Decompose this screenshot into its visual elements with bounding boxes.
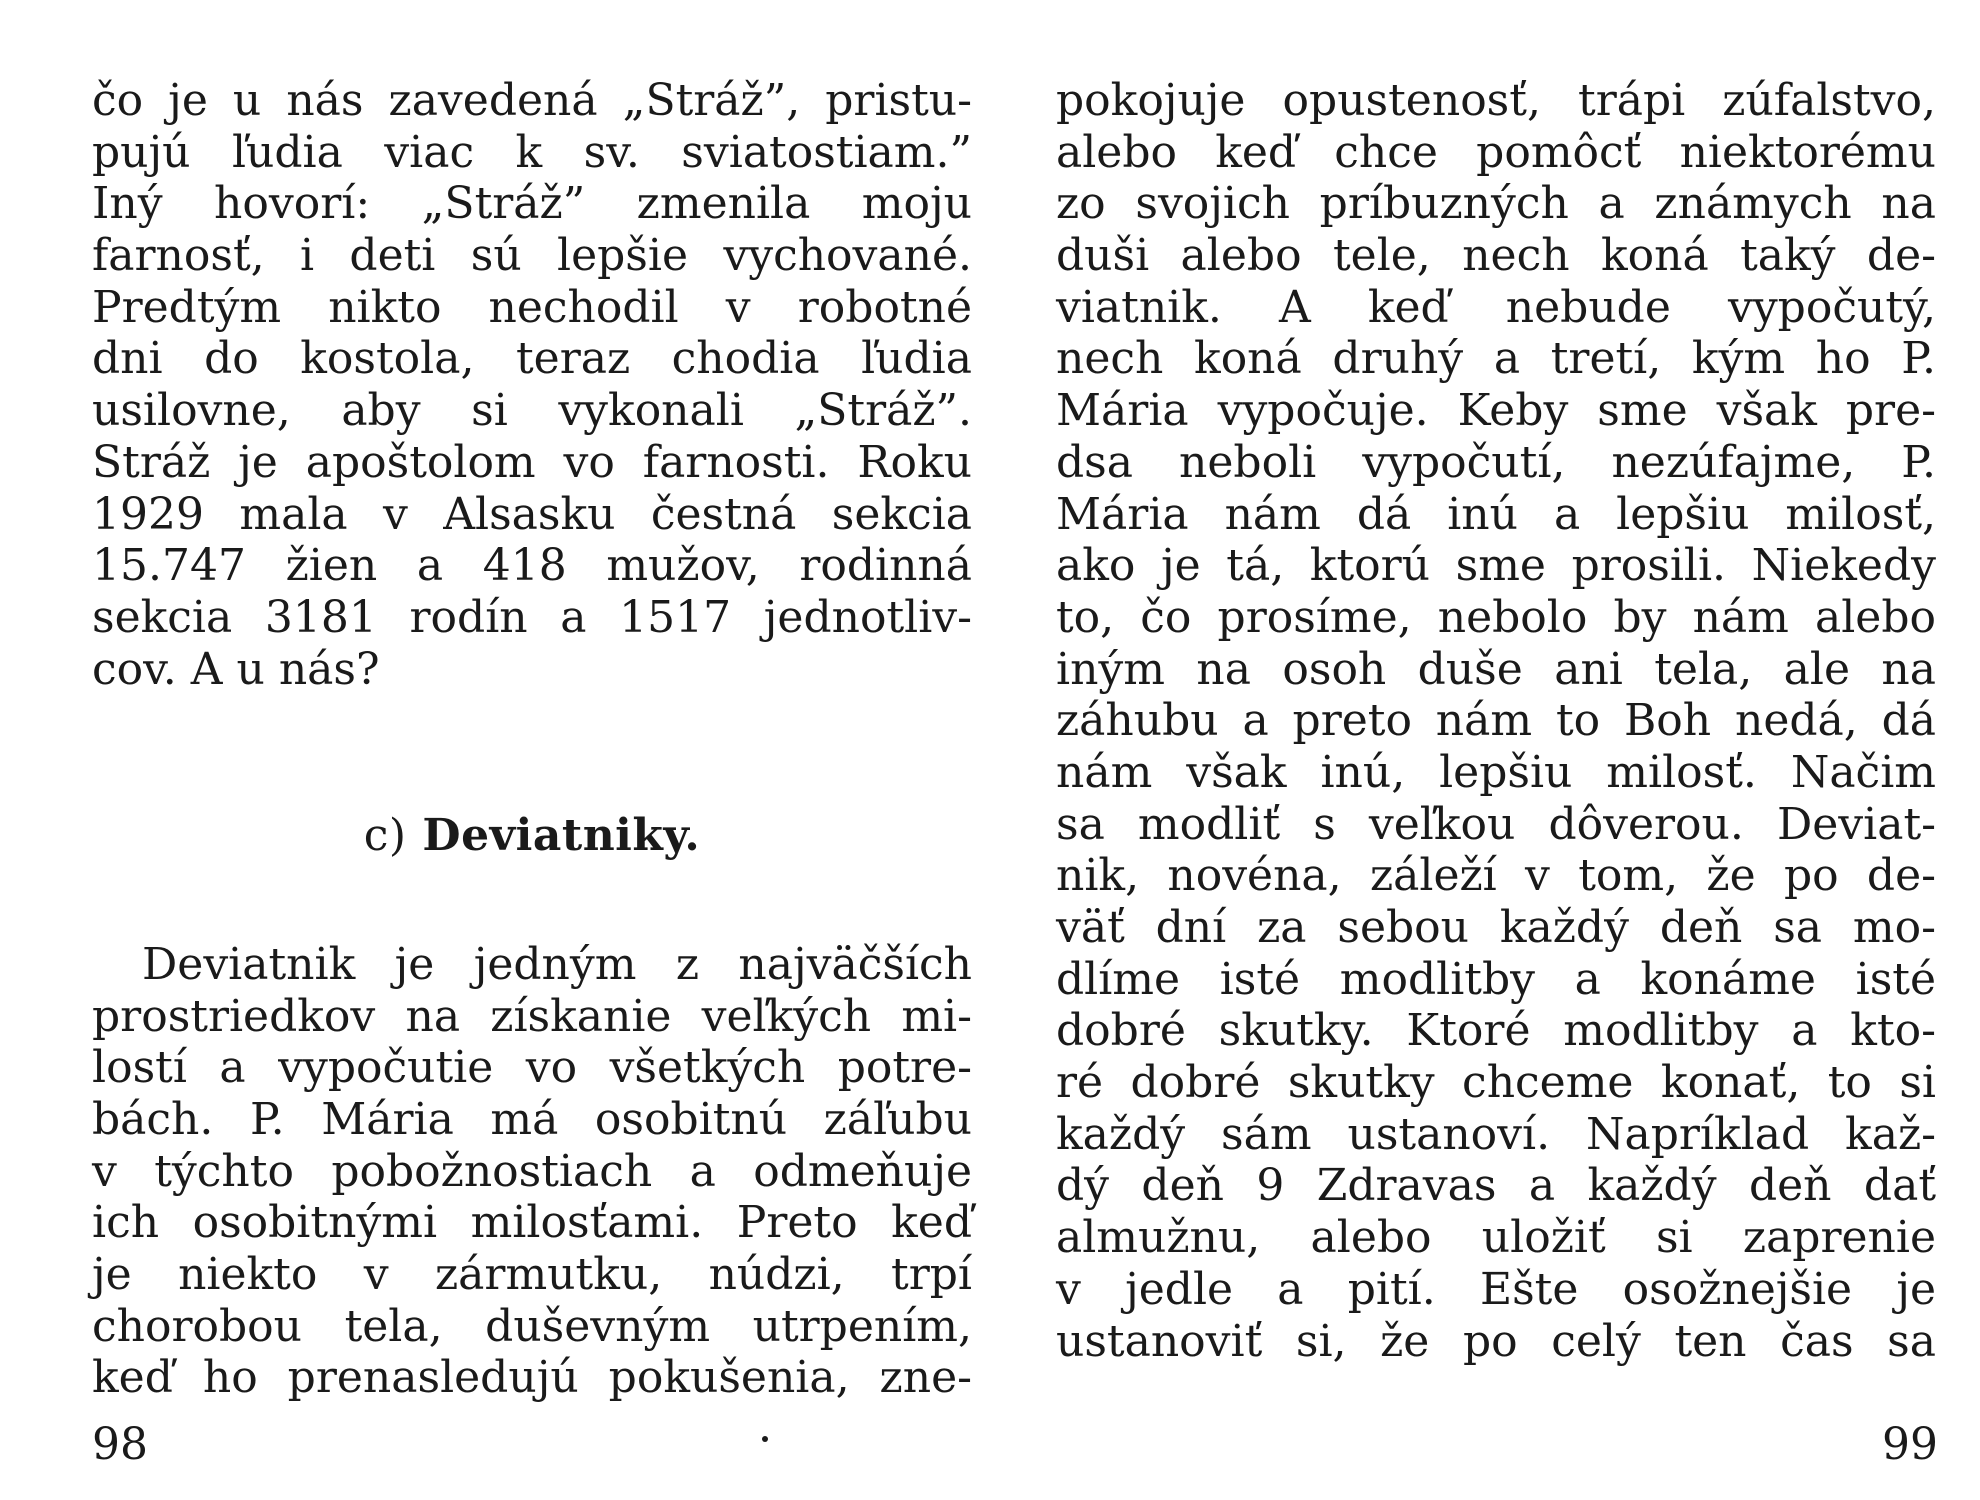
text-line: záhubu a preto nám to Boh nedá, dá bbox=[1056, 695, 1936, 747]
text-line: dsa neboli vypočutí, nezúfajme, P. bbox=[1056, 436, 1936, 488]
text-line: nám však inú, lepšiu milosť. Načim bbox=[1056, 746, 1936, 798]
spacer bbox=[92, 862, 972, 939]
text-line: Mária nám dá inú a lepšiu milosť, bbox=[1056, 488, 1936, 540]
text-line: prostriedkov na získanie veľkých mi- bbox=[92, 990, 972, 1042]
text-line: keď ho prenasledujú pokušenia, zne- bbox=[92, 1352, 972, 1404]
text-line: farnosť, i deti sú lepšie vychované. bbox=[92, 230, 972, 282]
text-line: cov. A u nás? bbox=[92, 643, 380, 695]
text-line: Deviatnik je jedným z najväčších bbox=[142, 938, 972, 990]
text-line: Predtým nikto nechodil v robotné bbox=[92, 281, 972, 333]
text-line: pokojuje opustenosť, trápi zúfalstvo, bbox=[1056, 75, 1936, 126]
text-line: ré dobré skutky chceme konať, to si bbox=[1056, 1057, 1936, 1109]
text-line: nech koná druhý a tretí, kým ho P. bbox=[1056, 333, 1936, 385]
text-line: v jedle a pití. Ešte osožnejšie je bbox=[1056, 1263, 1936, 1315]
text-line: v týchto pobožnostiach a odmeňuje bbox=[92, 1145, 972, 1197]
text-line: čo je u nás zavedená „Stráž”, pristu- bbox=[92, 75, 972, 126]
text-line: viatnik. A keď nebude vypočutý, bbox=[1056, 281, 1936, 333]
text-line: dlíme isté modlitby a konáme isté bbox=[1056, 953, 1936, 1005]
text-line: Mária vypočuje. Keby sme však pre- bbox=[1056, 385, 1936, 437]
text-line: 15.747 žien a 418 mužov, rodinná bbox=[92, 540, 972, 592]
text-line: ako je tá, ktorú sme prosili. Niekedy bbox=[1056, 540, 1936, 592]
text-line: dni do kostola, teraz chodia ľudia bbox=[92, 333, 972, 385]
text-line: dobré skutky. Ktoré modlitby a kto- bbox=[1056, 1005, 1936, 1057]
text-line: 1929 mala v Alsasku čestná sekcia bbox=[92, 488, 972, 540]
text-line: nik, novéna, záleží v tom, že po de- bbox=[1056, 850, 1936, 902]
text-line: sekcia 3181 rodín a 1517 jednotliv- bbox=[92, 591, 972, 643]
text-line: Iný hovorí: „Stráž” zmenila moju bbox=[92, 178, 972, 230]
text-line: iným na osoh duše ani tela, ale na bbox=[1056, 643, 1936, 695]
text-line: dý deň 9 Zdravas a každý deň dať bbox=[1056, 1160, 1936, 1212]
text-line: usilovne, aby si vykonali „Stráž”. bbox=[92, 385, 972, 437]
right-page bbox=[990, 0, 1980, 1500]
text-line: každý sám ustanoví. Napríklad kaž- bbox=[1056, 1108, 1936, 1160]
text-line: Stráž je apoštolom vo farnosti. Roku bbox=[92, 436, 972, 488]
text-line: je niekto v zármutku, núdzi, trpí bbox=[92, 1249, 972, 1301]
text-line: almužnu, alebo uložiť si zaprenie bbox=[1056, 1212, 1936, 1264]
page-number-right: 99 bbox=[1882, 1419, 1938, 1470]
left-text-column bbox=[92, 75, 972, 1404]
text-line: zo svojich príbuzných a známych na bbox=[1056, 178, 1936, 230]
section-heading-prefix: c) bbox=[363, 810, 407, 862]
text-line: väť dní za sebou každý deň sa mo- bbox=[1056, 902, 1936, 953]
text-line: duši alebo tele, nech koná taký de- bbox=[1056, 230, 1936, 282]
text-line: to, čo prosíme, nebolo by nám alebo bbox=[1056, 591, 1936, 643]
text-line: lostí a vypočutie vo všetkých potre- bbox=[92, 1042, 972, 1094]
spacer bbox=[92, 695, 972, 810]
text-line: sa modliť s veľkou dôverou. Deviat- bbox=[1056, 798, 1936, 850]
text-line: ustanoviť si, že po celý ten čas sa bbox=[1056, 1315, 1936, 1367]
text-line: bách. P. Mária má osobitnú záľubu bbox=[92, 1094, 972, 1145]
page-number-left: 98 bbox=[92, 1419, 148, 1470]
text-line: ich osobitnými milosťami. Preto keď bbox=[92, 1197, 972, 1249]
text-line: alebo keď chce pomôcť niektorému bbox=[1056, 126, 1936, 178]
gutter-dot bbox=[762, 1436, 768, 1442]
section-heading-title: Deviatniky. bbox=[422, 810, 701, 862]
text-line: pujú ľudia viac k sv. sviatostiam.” bbox=[92, 126, 972, 178]
text-line: chorobou tela, duševným utrpením, bbox=[92, 1300, 972, 1352]
section-heading bbox=[92, 810, 972, 862]
right-text-column bbox=[1056, 75, 1936, 1367]
